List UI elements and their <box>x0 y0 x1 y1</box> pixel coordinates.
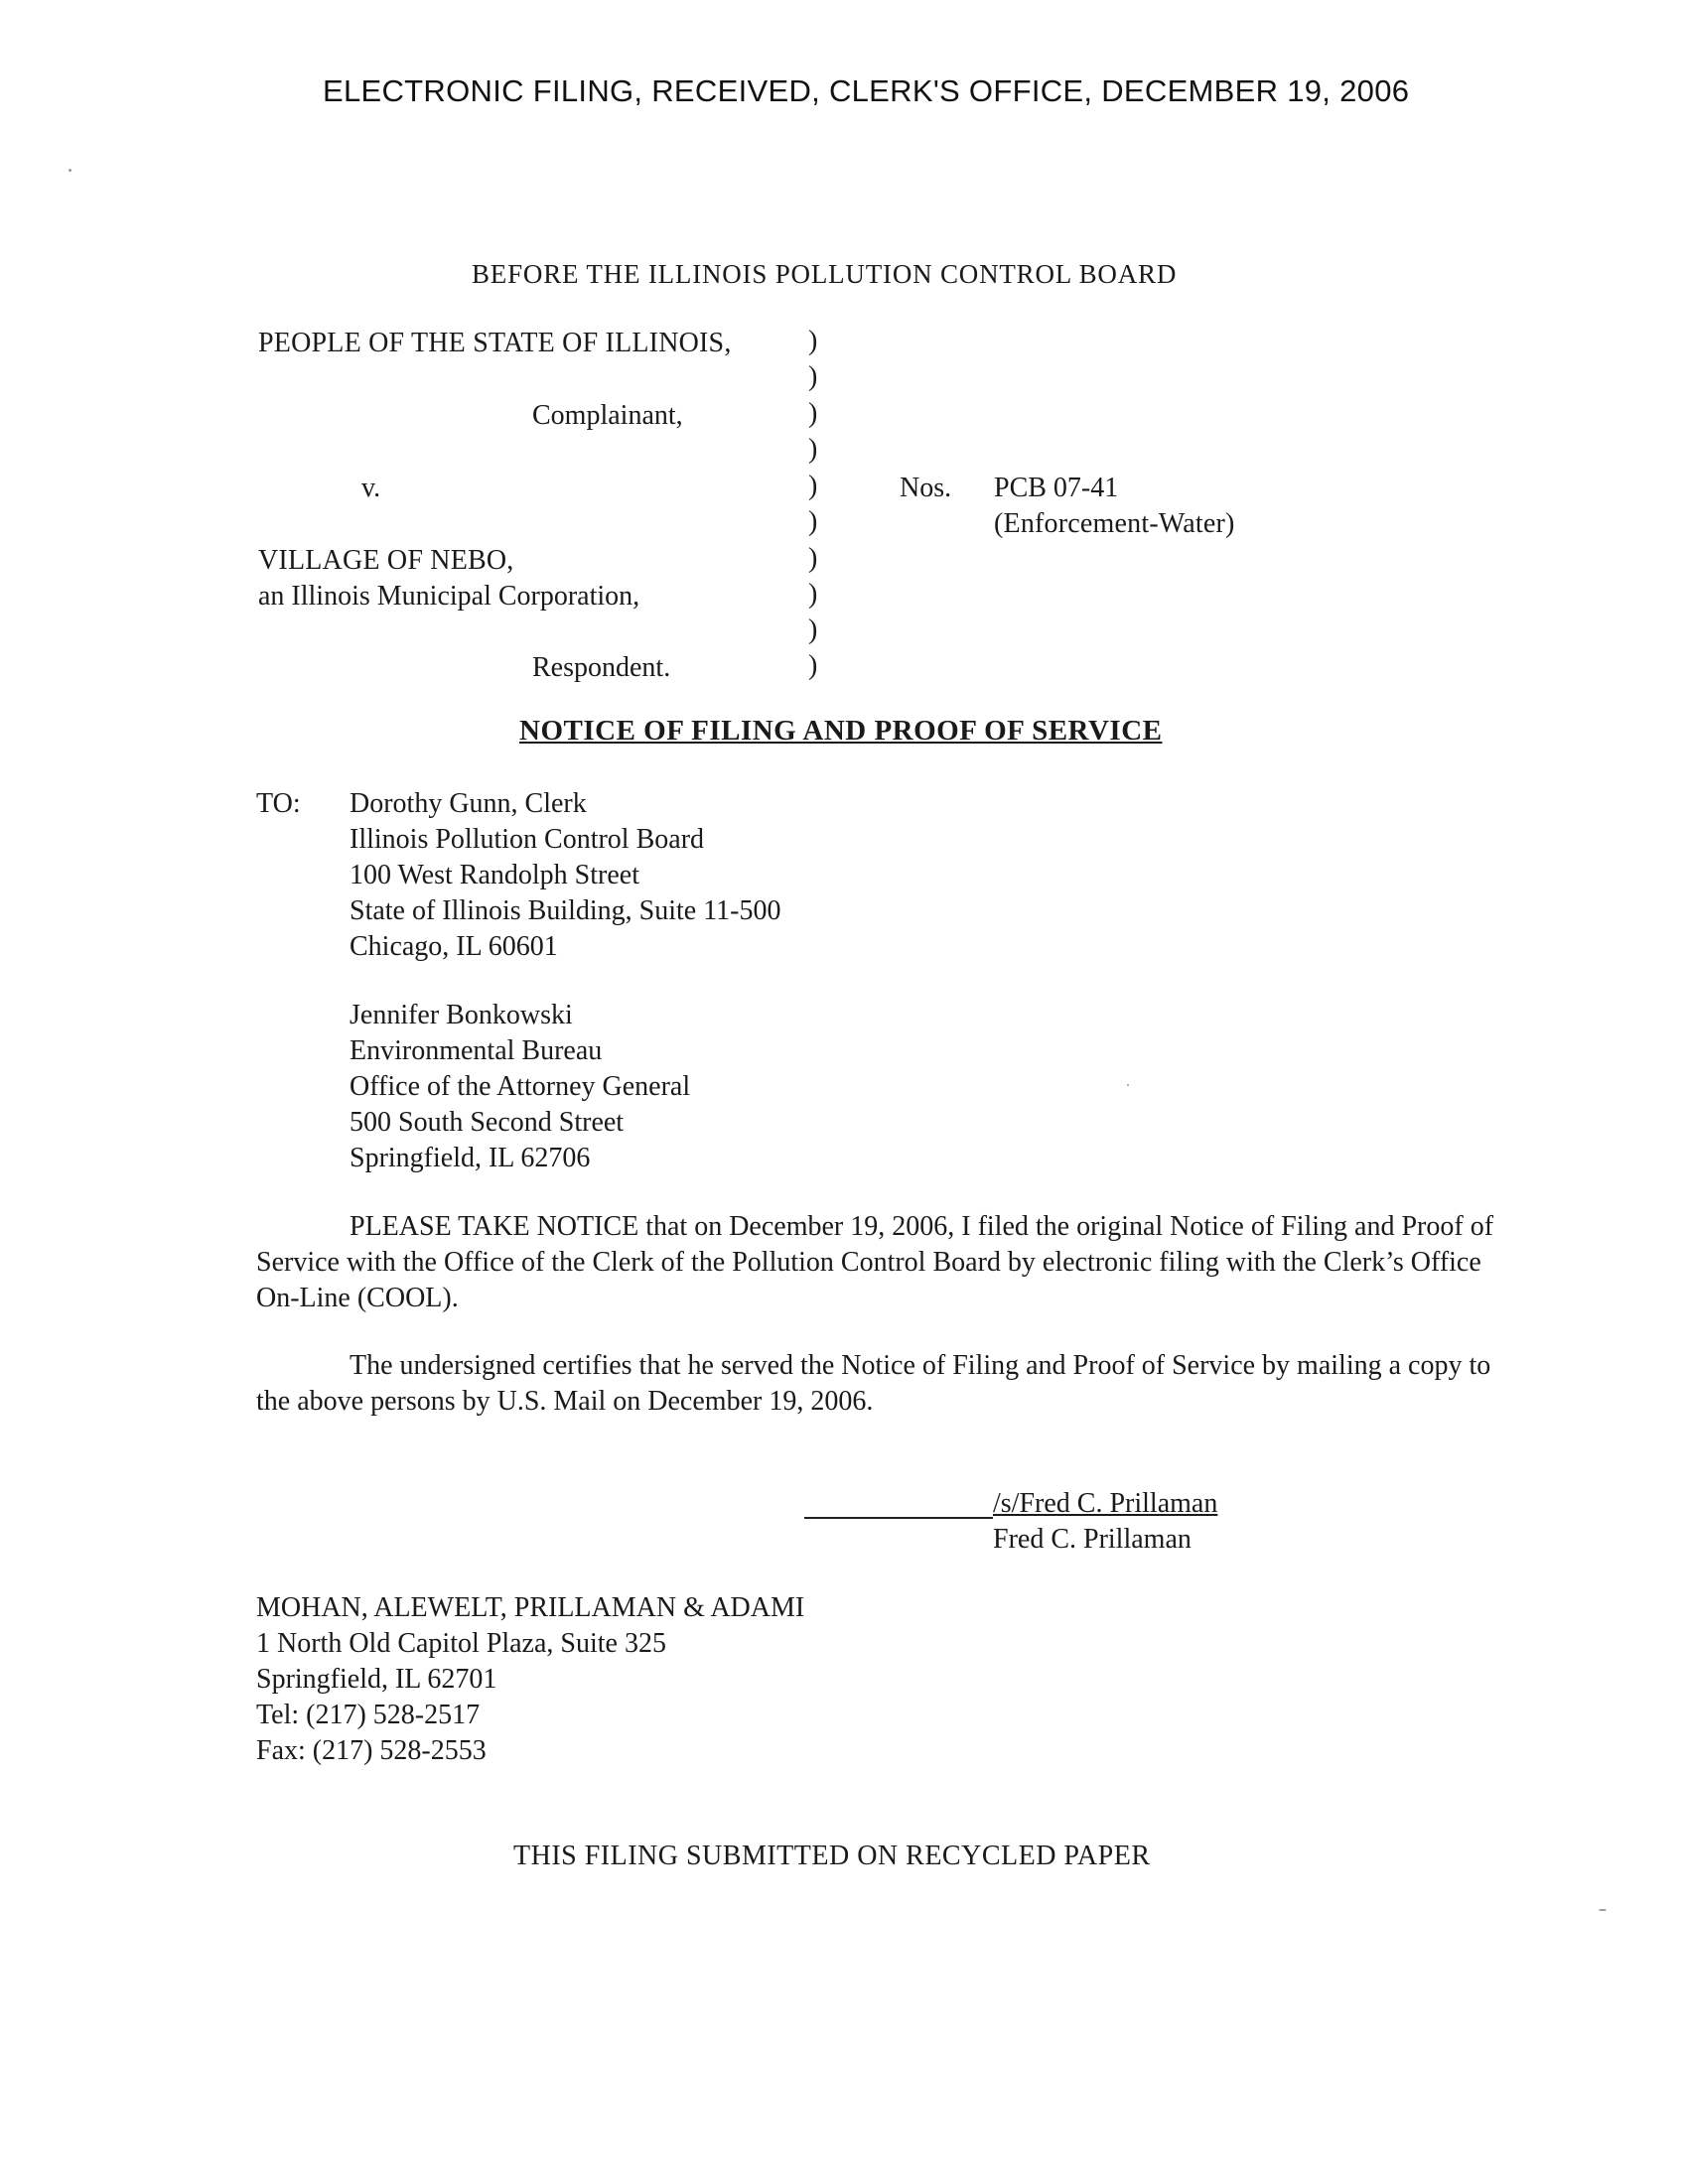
defendant-description: an Illinois Municipal Corporation, <box>258 581 640 612</box>
defendant-name: VILLAGE OF NEBO, <box>258 545 514 576</box>
scan-speck <box>69 169 71 172</box>
firm-fax: Fax: (217) 528-2553 <box>256 1735 487 1766</box>
plaintiff-name: PEOPLE OF THE STATE OF ILLINOIS, <box>258 328 732 358</box>
firm-name: MOHAN, ALEWELT, PRILLAMAN & ADAMI <box>256 1592 805 1623</box>
scan-speck <box>1599 1909 1607 1911</box>
caption-paren: ) <box>808 361 818 392</box>
electronic-signature: /s/Fred C. Prillaman <box>993 1488 1218 1519</box>
caption-paren: ) <box>808 326 818 356</box>
to-label: TO: <box>256 788 301 819</box>
firm-city-line: Springfield, IL 62701 <box>256 1664 497 1695</box>
case-number: PCB 07-41 <box>994 473 1119 503</box>
recipient-block <box>350 786 781 965</box>
signature-line-lead <box>804 1517 993 1519</box>
caption-paren: ) <box>808 471 818 501</box>
defendant-role: Respondent. <box>532 652 671 683</box>
versus-label: v. <box>361 473 381 503</box>
document-title: NOTICE OF FILING AND PROOF OF SERVICE <box>519 715 1163 747</box>
recipient-line: Illinois Pollution Control Board <box>350 824 705 855</box>
recipient-line: Springfield, IL 62706 <box>350 1143 591 1173</box>
firm-telephone: Tel: (217) 528-2517 <box>256 1700 481 1730</box>
recipient-block <box>350 998 690 1176</box>
firm-address-block <box>256 1590 804 1769</box>
caption-paren: ) <box>808 434 818 465</box>
signatory-name: Fred C. Prillaman <box>993 1524 1192 1555</box>
scan-speck <box>1127 1084 1129 1086</box>
case-nos-label: Nos. <box>900 473 952 503</box>
notice-paragraph: PLEASE TAKE NOTICE that on December 19, 2006, I filed the original Notice of Filing and Proof of Service with the Office of the Clerk of the Pollution Control Board by electronic filing with the Clerk’s Office On-Line (COOL). <box>256 1211 1494 1313</box>
recipient-line: Office of the Attorney General <box>350 1071 691 1102</box>
caption-paren: ) <box>808 650 818 681</box>
caption-paren: ) <box>808 506 818 537</box>
recipient-line: Jennifer Bonkowski <box>350 1000 573 1030</box>
recycled-paper-footer: THIS FILING SUBMITTED ON RECYCLED PAPER <box>513 1841 1151 1871</box>
recipient-line: 500 South Second Street <box>350 1107 625 1138</box>
plaintiff-role: Complainant, <box>532 400 683 431</box>
caption-paren: ) <box>808 579 818 610</box>
caption-paren: ) <box>808 614 818 645</box>
recipient-line: Dorothy Gunn, Clerk <box>350 788 587 819</box>
caption-paren: ) <box>808 398 818 429</box>
recipient-line: Chicago, IL 60601 <box>350 931 558 962</box>
caption-paren: ) <box>808 543 818 574</box>
firm-address-line: 1 North Old Capitol Plaza, Suite 325 <box>256 1628 666 1659</box>
recipient-line: Environmental Bureau <box>350 1035 603 1066</box>
recipient-line: State of Illinois Building, Suite 11-500 <box>350 895 781 926</box>
recipient-line: 100 West Randolph Street <box>350 860 639 890</box>
court-heading: BEFORE THE ILLINOIS POLLUTION CONTROL BOARD <box>472 259 1178 289</box>
case-type: (Enforcement-Water) <box>994 508 1235 539</box>
electronic-filing-stamp: ELECTRONIC FILING, RECEIVED, CLERK'S OFFICE, DECEMBER 19, 2006 <box>323 73 1410 108</box>
certification-paragraph: The undersigned certifies that he served the Notice of Filing and Proof of Service by mailing a copy to the above persons by U.S. Mail on December 19, 2006. <box>256 1350 1491 1417</box>
